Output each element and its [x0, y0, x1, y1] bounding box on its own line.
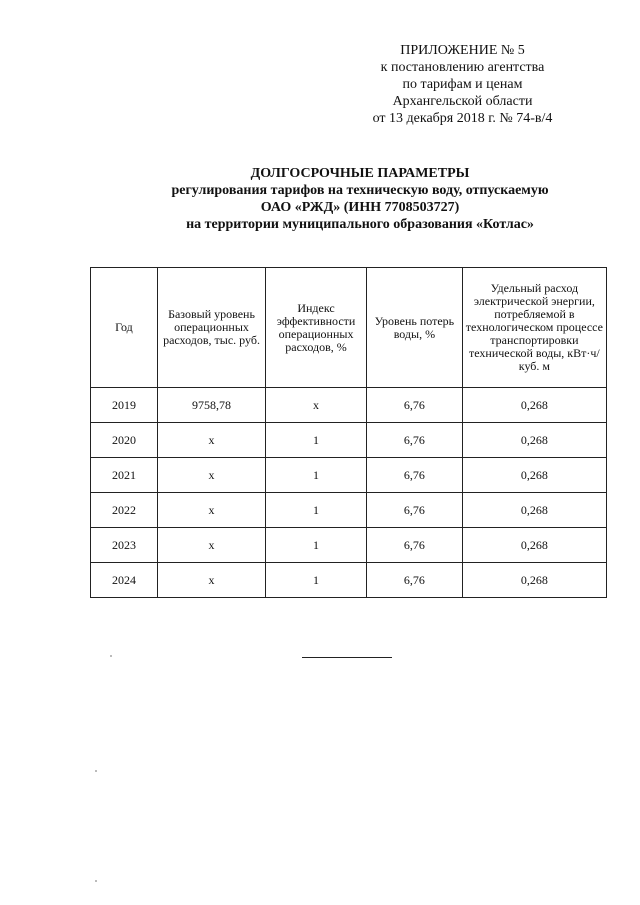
appendix-agency: по тарифам и ценам — [402, 77, 523, 92]
scan-mark — [95, 770, 97, 772]
cell-efficiency-index: x — [266, 388, 367, 423]
cell-year: 2020 — [91, 423, 158, 458]
cell-water-losses: 6,76 — [367, 563, 463, 598]
cell-energy-consumption: 0,268 — [462, 563, 606, 598]
scan-mark — [95, 880, 97, 882]
cell-energy-consumption: 0,268 — [462, 458, 606, 493]
cell-water-losses: 6,76 — [367, 528, 463, 563]
cell-energy-consumption: 0,268 — [462, 388, 606, 423]
cell-water-losses: 6,76 — [367, 423, 463, 458]
cell-year: 2022 — [91, 493, 158, 528]
header-energy-consumption: Удельный расход электрической энергии, потребляемой в технологическом процессе транспортировки технической воды, кВт·ч/куб. м — [462, 268, 606, 388]
header-base-expenses: Базовый уровень операционных расходов, тыс. руб. — [157, 268, 265, 388]
table-body — [91, 388, 607, 598]
table-row — [91, 423, 607, 458]
cell-energy-consumption: 0,268 — [462, 423, 606, 458]
cell-efficiency-index: 1 — [266, 458, 367, 493]
cell-efficiency-index: 1 — [266, 528, 367, 563]
signature-line — [302, 657, 392, 658]
table-row — [91, 388, 607, 423]
cell-base-expenses: x — [157, 423, 265, 458]
header-year: Год — [91, 268, 158, 388]
cell-water-losses: 6,76 — [367, 493, 463, 528]
cell-year: 2021 — [91, 458, 158, 493]
header-efficiency-index: Индекс эффективности операционных расходов, % — [266, 268, 367, 388]
table-row — [91, 528, 607, 563]
document-title — [60, 165, 640, 233]
cell-year: 2023 — [91, 528, 158, 563]
table-header-row — [91, 268, 607, 388]
parameters-table — [90, 267, 607, 598]
title-line-2: регулирования тарифов на техническую воду, отпускаемую — [171, 183, 549, 198]
scan-mark — [110, 655, 112, 657]
cell-year: 2024 — [91, 563, 158, 598]
cell-water-losses: 6,76 — [367, 388, 463, 423]
cell-efficiency-index: 1 — [266, 563, 367, 598]
title-line-4: на территории муниципального образования «Котлас» — [186, 217, 534, 232]
appendix-block — [355, 42, 570, 127]
header-water-losses: Уровень потерь воды, % — [367, 268, 463, 388]
appendix-reference: к постановлению агентства — [380, 60, 545, 75]
cell-base-expenses: x — [157, 458, 265, 493]
cell-year: 2019 — [91, 388, 158, 423]
table-row — [91, 493, 607, 528]
cell-base-expenses: 9758,78 — [157, 388, 265, 423]
title-line-3: ОАО «РЖД» (ИНН 7708503727) — [260, 200, 460, 215]
cell-base-expenses: x — [157, 563, 265, 598]
appendix-date: от 13 декабря 2018 г. № 74-в/4 — [372, 111, 553, 126]
cell-efficiency-index: 1 — [266, 493, 367, 528]
cell-base-expenses: x — [157, 493, 265, 528]
table-row — [91, 458, 607, 493]
cell-energy-consumption: 0,268 — [462, 528, 606, 563]
cell-base-expenses: x — [157, 528, 265, 563]
cell-energy-consumption: 0,268 — [462, 493, 606, 528]
title-line-1: ДОЛГОСРОЧНЫЕ ПАРАМЕТРЫ — [250, 166, 470, 181]
cell-water-losses: 6,76 — [367, 458, 463, 493]
appendix-region: Архангельской области — [392, 94, 533, 109]
table-row — [91, 563, 607, 598]
cell-efficiency-index: 1 — [266, 423, 367, 458]
appendix-number: ПРИЛОЖЕНИЕ № 5 — [400, 43, 525, 58]
